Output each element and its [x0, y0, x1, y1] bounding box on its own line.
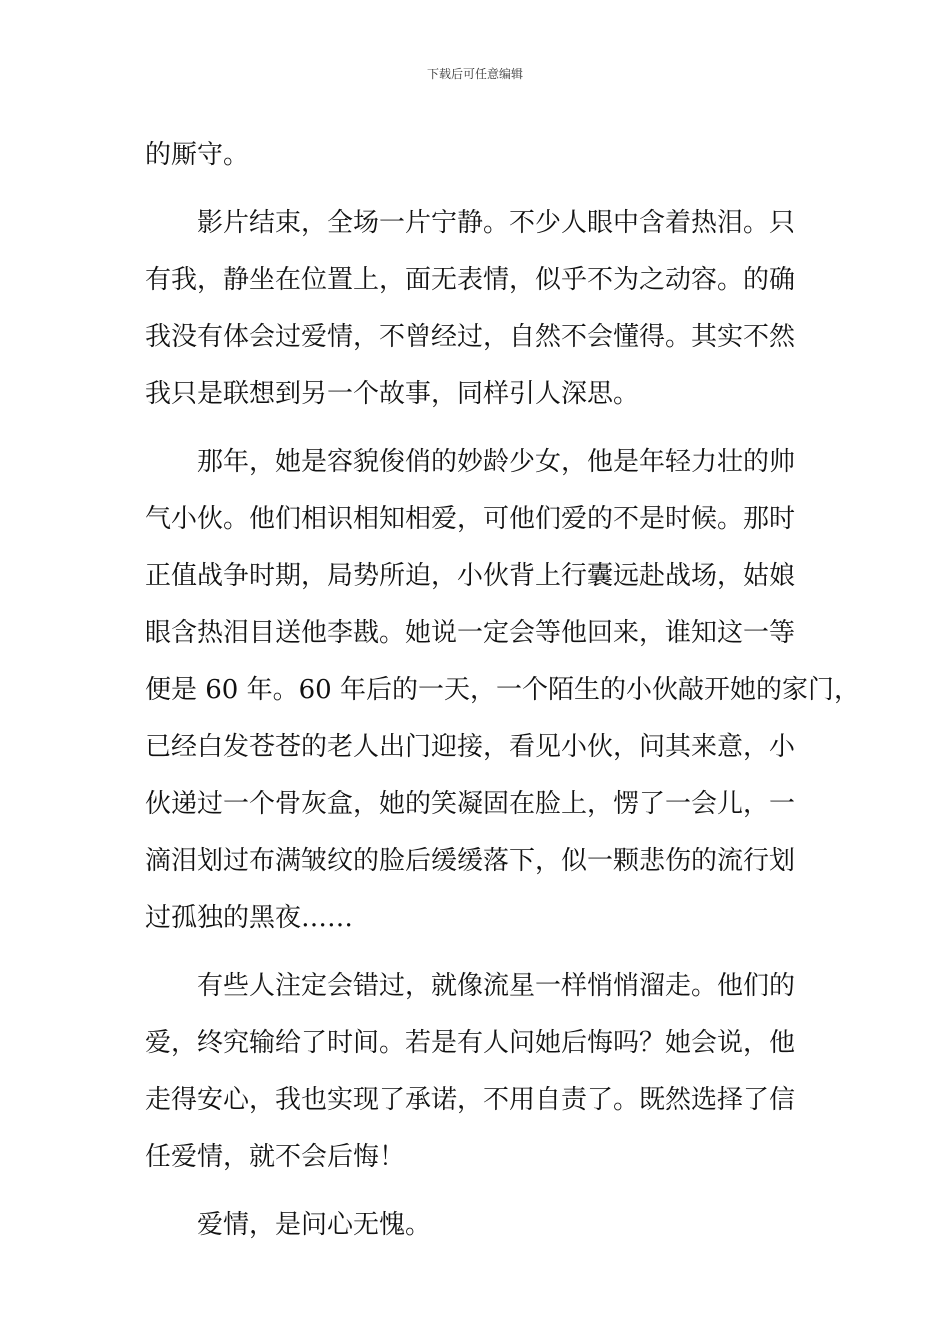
text-line: 走得安心，我也实现了承诺，不用自责了。既然选择了信	[145, 1085, 796, 1115]
text-line: 任爱情，就不会后悔！	[145, 1142, 406, 1172]
text-line: 我只是联想到另一个故事，同样引人深思。	[145, 379, 640, 409]
text-line: 已经白发苍苍的老人出门迎接，看见小伙，问其来意，小	[145, 732, 796, 762]
text-line: 眼含热泪目送他李戡。她说一定会等他回来，谁知这一等	[145, 618, 796, 648]
paragraph-start-line: 爱情，是问心无愧。	[197, 1210, 432, 1240]
document-body	[145, 127, 860, 1254]
text-line: 有我，静坐在位置上，面无表情，似乎不为之动容。的确	[145, 265, 796, 295]
text-line: 我没有体会过爱情，不曾经过，自然不会懂得。其实不然	[145, 322, 796, 352]
text-line: 便是 60 年。60 年后的一天，一个陌生的小伙敲开她的家门，	[145, 675, 860, 705]
page-header: 下载后可任意编辑	[426, 67, 523, 81]
text-line: 正值战争时期，局势所迫，小伙背上行囊远赴战场，姑娘	[145, 561, 796, 591]
paragraph-start-line: 有些人注定会错过，就像流星一样悄悄溜走。他们的	[197, 971, 796, 1001]
text-line: 爱，终究输给了时间。若是有人问她后悔吗？她会说，他	[145, 1028, 796, 1058]
paragraph-start-line: 那年，她是容貌俊俏的妙龄少女，他是年轻力壮的帅	[197, 447, 796, 477]
text-line: 过孤独的黑夜……	[145, 903, 354, 933]
text-line: 伙递过一个骨灰盒，她的笑凝固在脸上，愣了一会儿，一	[145, 789, 796, 819]
text-line: 气小伙。他们相识相知相爱，可他们爱的不是时候。那时	[145, 504, 796, 534]
text-line: 滴泪划过布满皱纹的脸后缓缓落下，似一颗悲伤的流行划	[145, 846, 796, 876]
paragraph-start-line: 影片结束，全场一片宁静。不少人眼中含着热泪。只	[197, 208, 796, 238]
text-line: 的厮守。	[145, 140, 250, 170]
